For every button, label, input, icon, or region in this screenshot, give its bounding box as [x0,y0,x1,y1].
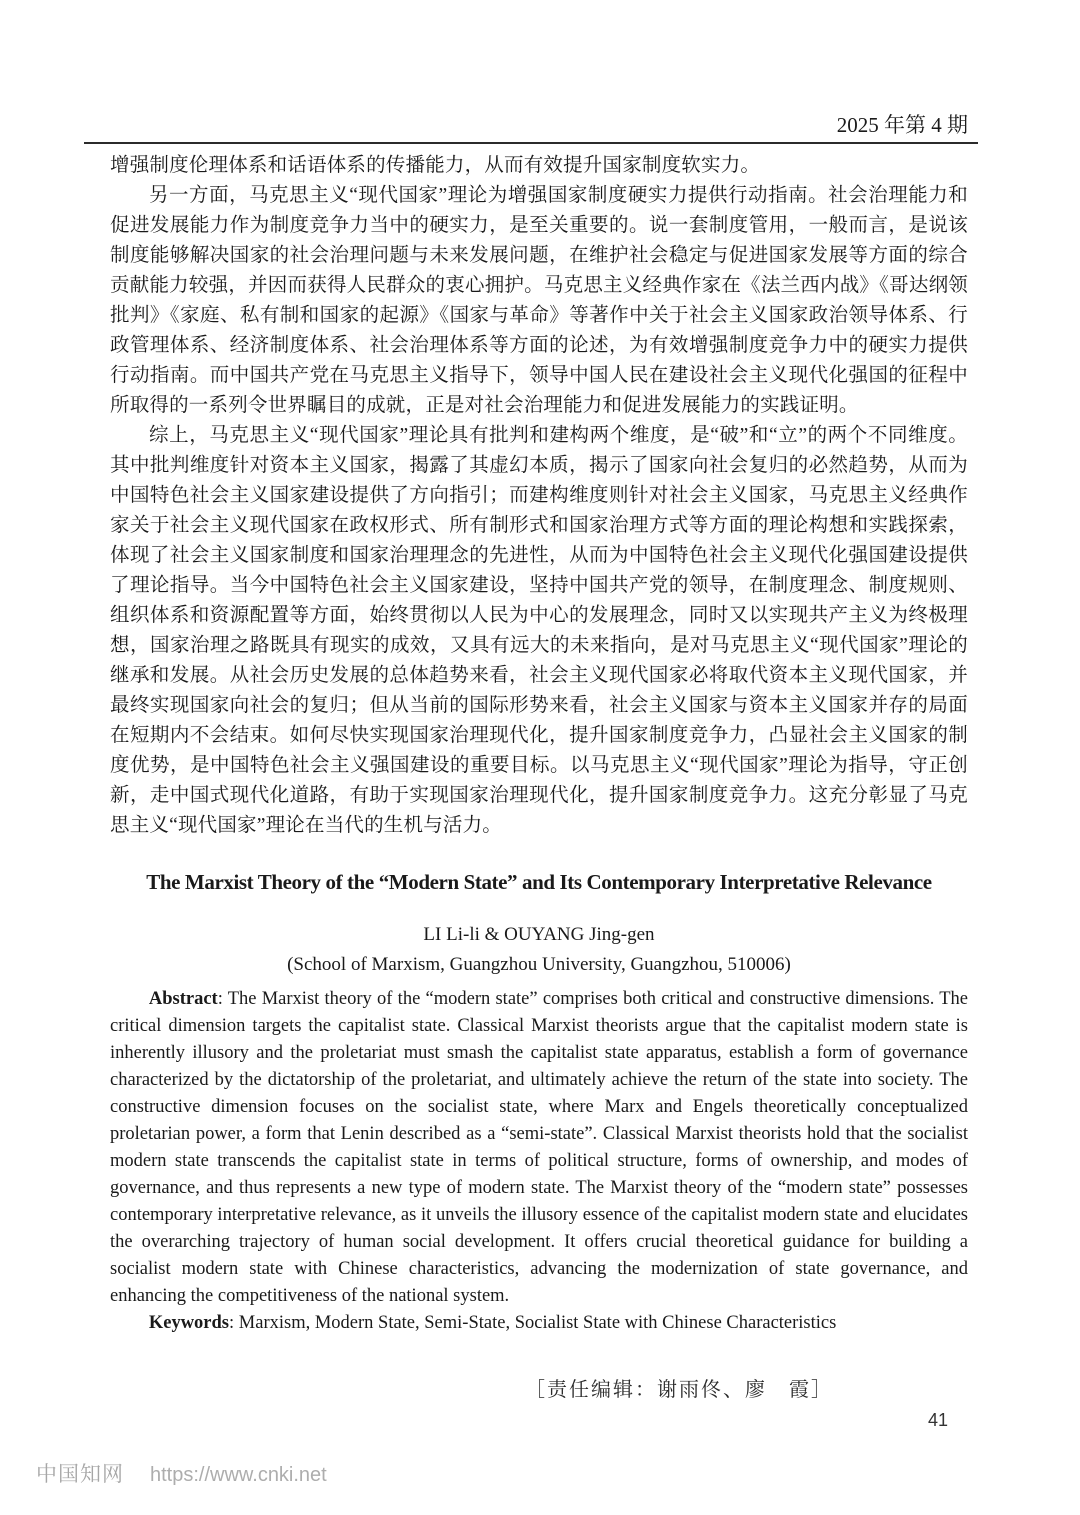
cn-paragraph-summary: 综上，马克思主义“现代国家”理论具有批判和建构两个维度，是“破”和“立”的两个不同维度。其中批判维度针对资本主义国家，揭露了其虚幻本质，揭示了国家向社会复归的必然趋势，从而为中国特色社会主义国家建设提供了方向指引；而建构维度则针对社会主义国家，马克思主义经典作家关于社会主义现代国家在政权形式、所有制形式和国家治理方式等方面的理论构想和实践探索，体现了社会主义国家制度和国家治理理念的先进性，从而为中国特色社会主义现代化强国建设提供了理论指导。当今中国特色社会主义国家建设，坚持中国共产党的领导，在制度理念、制度规则、组织体系和资源配置等方面，始终贯彻以人民为中心的发展理念，同时又以实现共产主义为终极理想，国家治理之路既具有现实的成效，又具有远大的未来指向，是对马克思主义“现代国家”理论的继承和发展。从社会历史发展的总体趋势来看，社会主义现代国家必将取代资本主义现代国家，并最终实现国家向社会的复归；但从当前的国际形势来看，社会主义国家与资本主义国家并存的局面在短期内不会结束。如何尽快实现国家治理现代化，提升国家制度竞争力，凸显社会主义国家的制度优势，是中国特色社会主义强国建设的重要目标。以马克思主义“现代国家”理论为指导，守正创新，走中国式现代化道路，有助于实现国家治理现代化，提升国家制度竞争力。这充分彰显了马克思主义“现代国家”理论在当代的生机与活力。 [110,425,968,836]
authors-line: LI Li-li & OUYANG Jing-gen [423,924,655,945]
cnki-footer [36,1458,327,1488]
abstract-text: : The Marxist theory of the “modern state” comprises both critical and constructive dimensions. The critical dimension targets the capitalist state. Classical Marxist theorists argue that the capitalist modern state is inherently illusory and the proletariat must smash the capitalist state apparatus, establish a form of governance characterized by the dictatorship of the proletariat, and ultimately achieve the return of the state into society. The constructive dimension focuses on the socialist state, where Marx and Engels theoretically conceptualized proletarian power, a form that Lenin described as a “semi-state”. Classical Marxist theorists hold that the socialist modern state transcends the capitalist state in terms of political structure, forms of ownership, and modes of governance, and thus represents a new type of modern state. The Marxist theory of the “modern state” possesses contemporary interpretative relevance, as it unveils the illusory essence of the capitalist modern state and elucidates the overarching trajectory of human social development. It offers crucial theoretical guidance for building a socialist modern state with Chinese characteristics, advancing the modernization of state governance, and enhancing the competitiveness of the national system. [110,989,968,1306]
responsible-editor-note: ［责任编辑：谢雨佟、廖 霞］ [525,1379,833,1401]
page-number: 41 [928,1410,949,1430]
chinese-body [110,151,968,841]
cn-paragraph-continuation: 增强制度伦理体系和话语体系的传播能力，从而有效提升国家制度软实力。 [110,155,761,176]
english-title: The Marxist Theory of the “Modern State” and Its Contemporary Interpretative Relevance [146,870,932,894]
abstract-label: Abstract [148,989,218,1009]
cnki-brand: 中国知网 [36,1463,124,1486]
journal-issue: 2025 年第 4 期 [836,113,968,137]
cnki-url: https://www.cnki.net [150,1464,327,1486]
keywords-text: : Marxism, Modern State, Semi-State, Socialist State with Chinese Characteristics [229,1313,837,1333]
abstract-block [110,986,968,1337]
abstract-paragraph [110,986,968,1310]
affiliation-line: (School of Marxism, Guangzhou University, Guangzhou, 510006) [287,954,791,975]
keywords-paragraph [110,1310,968,1337]
page-content [110,112,968,1402]
keywords-label: Keywords [148,1313,230,1333]
cn-paragraph-hard-power: 另一方面，马克思主义“现代国家”理论为增强国家制度硬实力提供行动指南。社会治理能力和促进发展能力作为制度竞争力当中的硬实力，是至关重要的。说一套制度管用，一般而言，是说该制度能够解决国家的社会治理问题与未来发展问题，在维护社会稳定与促进国家发展等方面的综合贡献能力较强，并因而获得人民群众的衷心拥护。马克思主义经典作家在《法兰西内战》《哥达纲领批判》《家庭、私有制和国家的起源》《国家与革命》等著作中关于社会主义国家政治领导体系、行政管理体系、经济制度体系、社会治理体系等方面的论述，为有效增强制度竞争力中的硬实力提供行动指南。而中国共产党在马克思主义指导下，领导中国人民在建设社会主义现代化强国的征程中所取得的一系列令世界瞩目的成就，正是对社会治理能力和促进发展能力的实践证明。 [110,185,968,416]
